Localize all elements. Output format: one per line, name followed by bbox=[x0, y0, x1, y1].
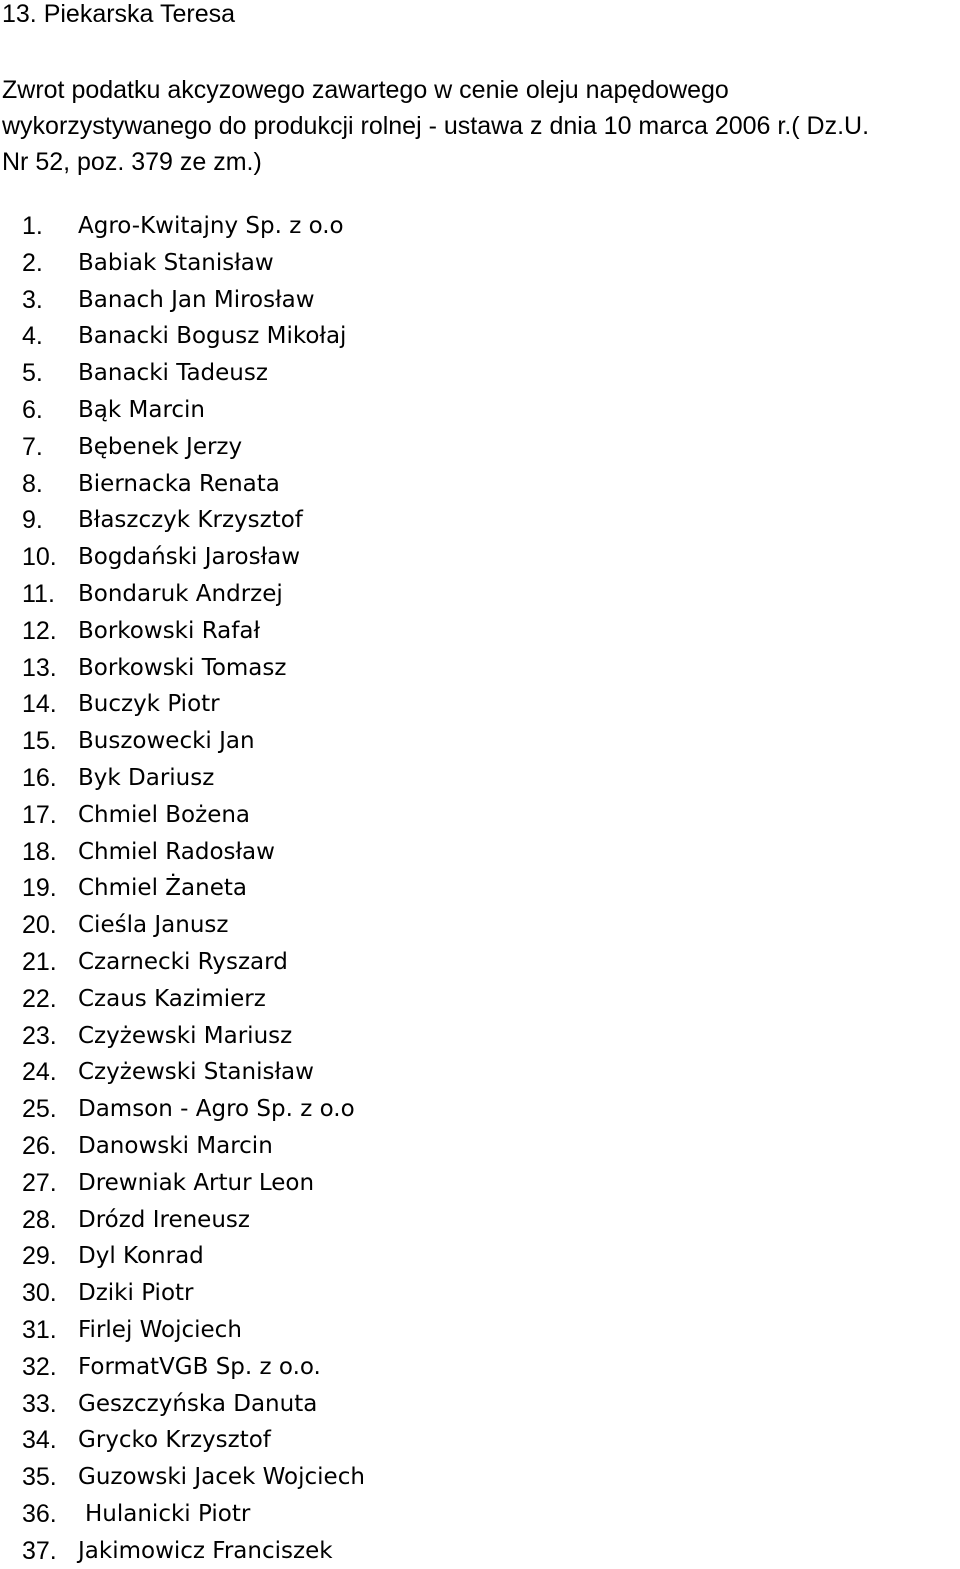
document-heading: 13. Piekarska Teresa bbox=[2, 0, 235, 28]
list-item-name: Firlej Wojciech bbox=[78, 1316, 242, 1343]
list-item-name: Byk Dariusz bbox=[78, 764, 215, 791]
list-item-number: 9. bbox=[22, 506, 43, 535]
list-item-number: 28. bbox=[22, 1205, 57, 1234]
list-item-number: 1. bbox=[22, 212, 43, 240]
list-item-name: Hulanicki Piotr bbox=[85, 1500, 251, 1527]
list-item-number: 33. bbox=[22, 1389, 57, 1418]
list-item-name: Geszczyńska Danuta bbox=[78, 1390, 318, 1417]
list-item-number: 18. bbox=[22, 837, 57, 866]
list-item-number: 3. bbox=[22, 285, 43, 314]
intro-line: Nr 52, poz. 379 ze zm.) bbox=[2, 148, 262, 176]
list-item-name: Banach Jan Mirosław bbox=[78, 286, 315, 313]
list-item-number: 30. bbox=[22, 1279, 57, 1308]
list-item-name: Buczyk Piotr bbox=[78, 691, 220, 718]
list-item-name: Babiak Stanisław bbox=[78, 249, 274, 276]
intro-paragraph bbox=[2, 72, 952, 180]
list-item-number: 11. bbox=[22, 579, 55, 608]
list-item-number: 19. bbox=[22, 874, 57, 903]
list-item-number: 35. bbox=[22, 1463, 57, 1492]
list-item-number: 22. bbox=[22, 984, 57, 1013]
list-item-number: 36. bbox=[22, 1499, 57, 1528]
list-item-name: Dyl Konrad bbox=[78, 1243, 204, 1270]
list-item-number: 7. bbox=[22, 432, 43, 461]
list-item-number: 20. bbox=[22, 911, 57, 940]
list-item-number: 2. bbox=[22, 248, 43, 277]
intro-line: Zwrot podatku akcyzowego zawartego w cenie oleju napędowego bbox=[2, 76, 729, 104]
list-item-number: 34. bbox=[22, 1426, 57, 1455]
list-item-number: 31. bbox=[22, 1315, 57, 1344]
list-item-name: Agro-Kwitajny Sp. z o.o bbox=[78, 213, 344, 239]
list-item-name: Bondaruk Andrzej bbox=[78, 580, 283, 607]
list-item-number: 37. bbox=[22, 1536, 57, 1565]
list-item-number: 13. bbox=[22, 653, 57, 682]
list-item-name: Chmiel Bożena bbox=[78, 801, 251, 828]
list-item-number: 14. bbox=[22, 690, 57, 719]
list-item-number: 5. bbox=[22, 359, 43, 388]
list-item-name: Damson - Agro Sp. z o.o bbox=[78, 1096, 355, 1123]
list-item-number: 17. bbox=[22, 800, 57, 829]
list-item-number: 8. bbox=[22, 469, 43, 498]
list-item-number: 25. bbox=[22, 1095, 57, 1124]
list-item-number: 27. bbox=[22, 1168, 57, 1197]
list-item-name: Borkowski Rafał bbox=[78, 617, 260, 644]
list-item-name: Drózd Ireneusz bbox=[78, 1206, 250, 1233]
list-item-name: Chmiel Żaneta bbox=[78, 875, 247, 902]
list-item-number: 23. bbox=[22, 1021, 57, 1050]
list-item-name: Grycko Krzysztof bbox=[78, 1427, 271, 1454]
list-item-number: 12. bbox=[22, 616, 57, 645]
list-item-number: 15. bbox=[22, 727, 57, 756]
list-item-name: Czarnecki Ryszard bbox=[78, 948, 288, 975]
intro-line: wykorzystywanego do produkcji rolnej - ustawa z dnia 10 marca 2006 r.( Dz.U. bbox=[2, 112, 870, 140]
list-item-name: Błaszczyk Krzysztof bbox=[78, 507, 303, 534]
list-item-name: Jakimowicz Franciszek bbox=[78, 1537, 333, 1564]
list-item-name: Czyżewski Stanisław bbox=[78, 1059, 314, 1086]
list-item-number: 10. bbox=[22, 543, 57, 572]
list-item-number: 16. bbox=[22, 763, 57, 792]
list-item-name: Guzowski Jacek Wojciech bbox=[78, 1464, 365, 1491]
list-item-name: Banacki Bogusz Mikołaj bbox=[78, 323, 347, 350]
list-item-name: Bębenek Jerzy bbox=[78, 433, 243, 460]
list-item-name: Czaus Kazimierz bbox=[78, 985, 266, 1012]
list-item-name: Cieśla Janusz bbox=[78, 912, 229, 939]
list-item-name: Chmiel Radosław bbox=[78, 838, 275, 865]
list-item-name: FormatVGB Sp. z o.o. bbox=[78, 1353, 321, 1380]
list-item-name: Bąk Marcin bbox=[78, 396, 206, 423]
list-item-name: Bogdański Jarosław bbox=[78, 544, 301, 571]
list-item-name: Biernacka Renata bbox=[78, 470, 280, 497]
list-item-number: 21. bbox=[22, 947, 57, 976]
list-item-name: Buszowecki Jan bbox=[78, 728, 255, 755]
list-item-number: 29. bbox=[22, 1242, 57, 1271]
list-item-name: Borkowski Tomasz bbox=[78, 654, 287, 681]
list-item-name: Danowski Marcin bbox=[78, 1132, 273, 1159]
list-item-name: Dziki Piotr bbox=[78, 1280, 194, 1307]
list-item-number: 32. bbox=[22, 1352, 57, 1381]
list-item-number: 24. bbox=[22, 1058, 57, 1087]
list-item-number: 4. bbox=[22, 322, 43, 351]
list-item-number: 26. bbox=[22, 1131, 57, 1160]
list-item-number: 6. bbox=[22, 395, 43, 424]
list-item-name: Czyżewski Mariusz bbox=[78, 1022, 293, 1049]
list-item-name: Banacki Tadeusz bbox=[78, 360, 268, 387]
list-item-name: Drewniak Artur Leon bbox=[78, 1169, 315, 1196]
